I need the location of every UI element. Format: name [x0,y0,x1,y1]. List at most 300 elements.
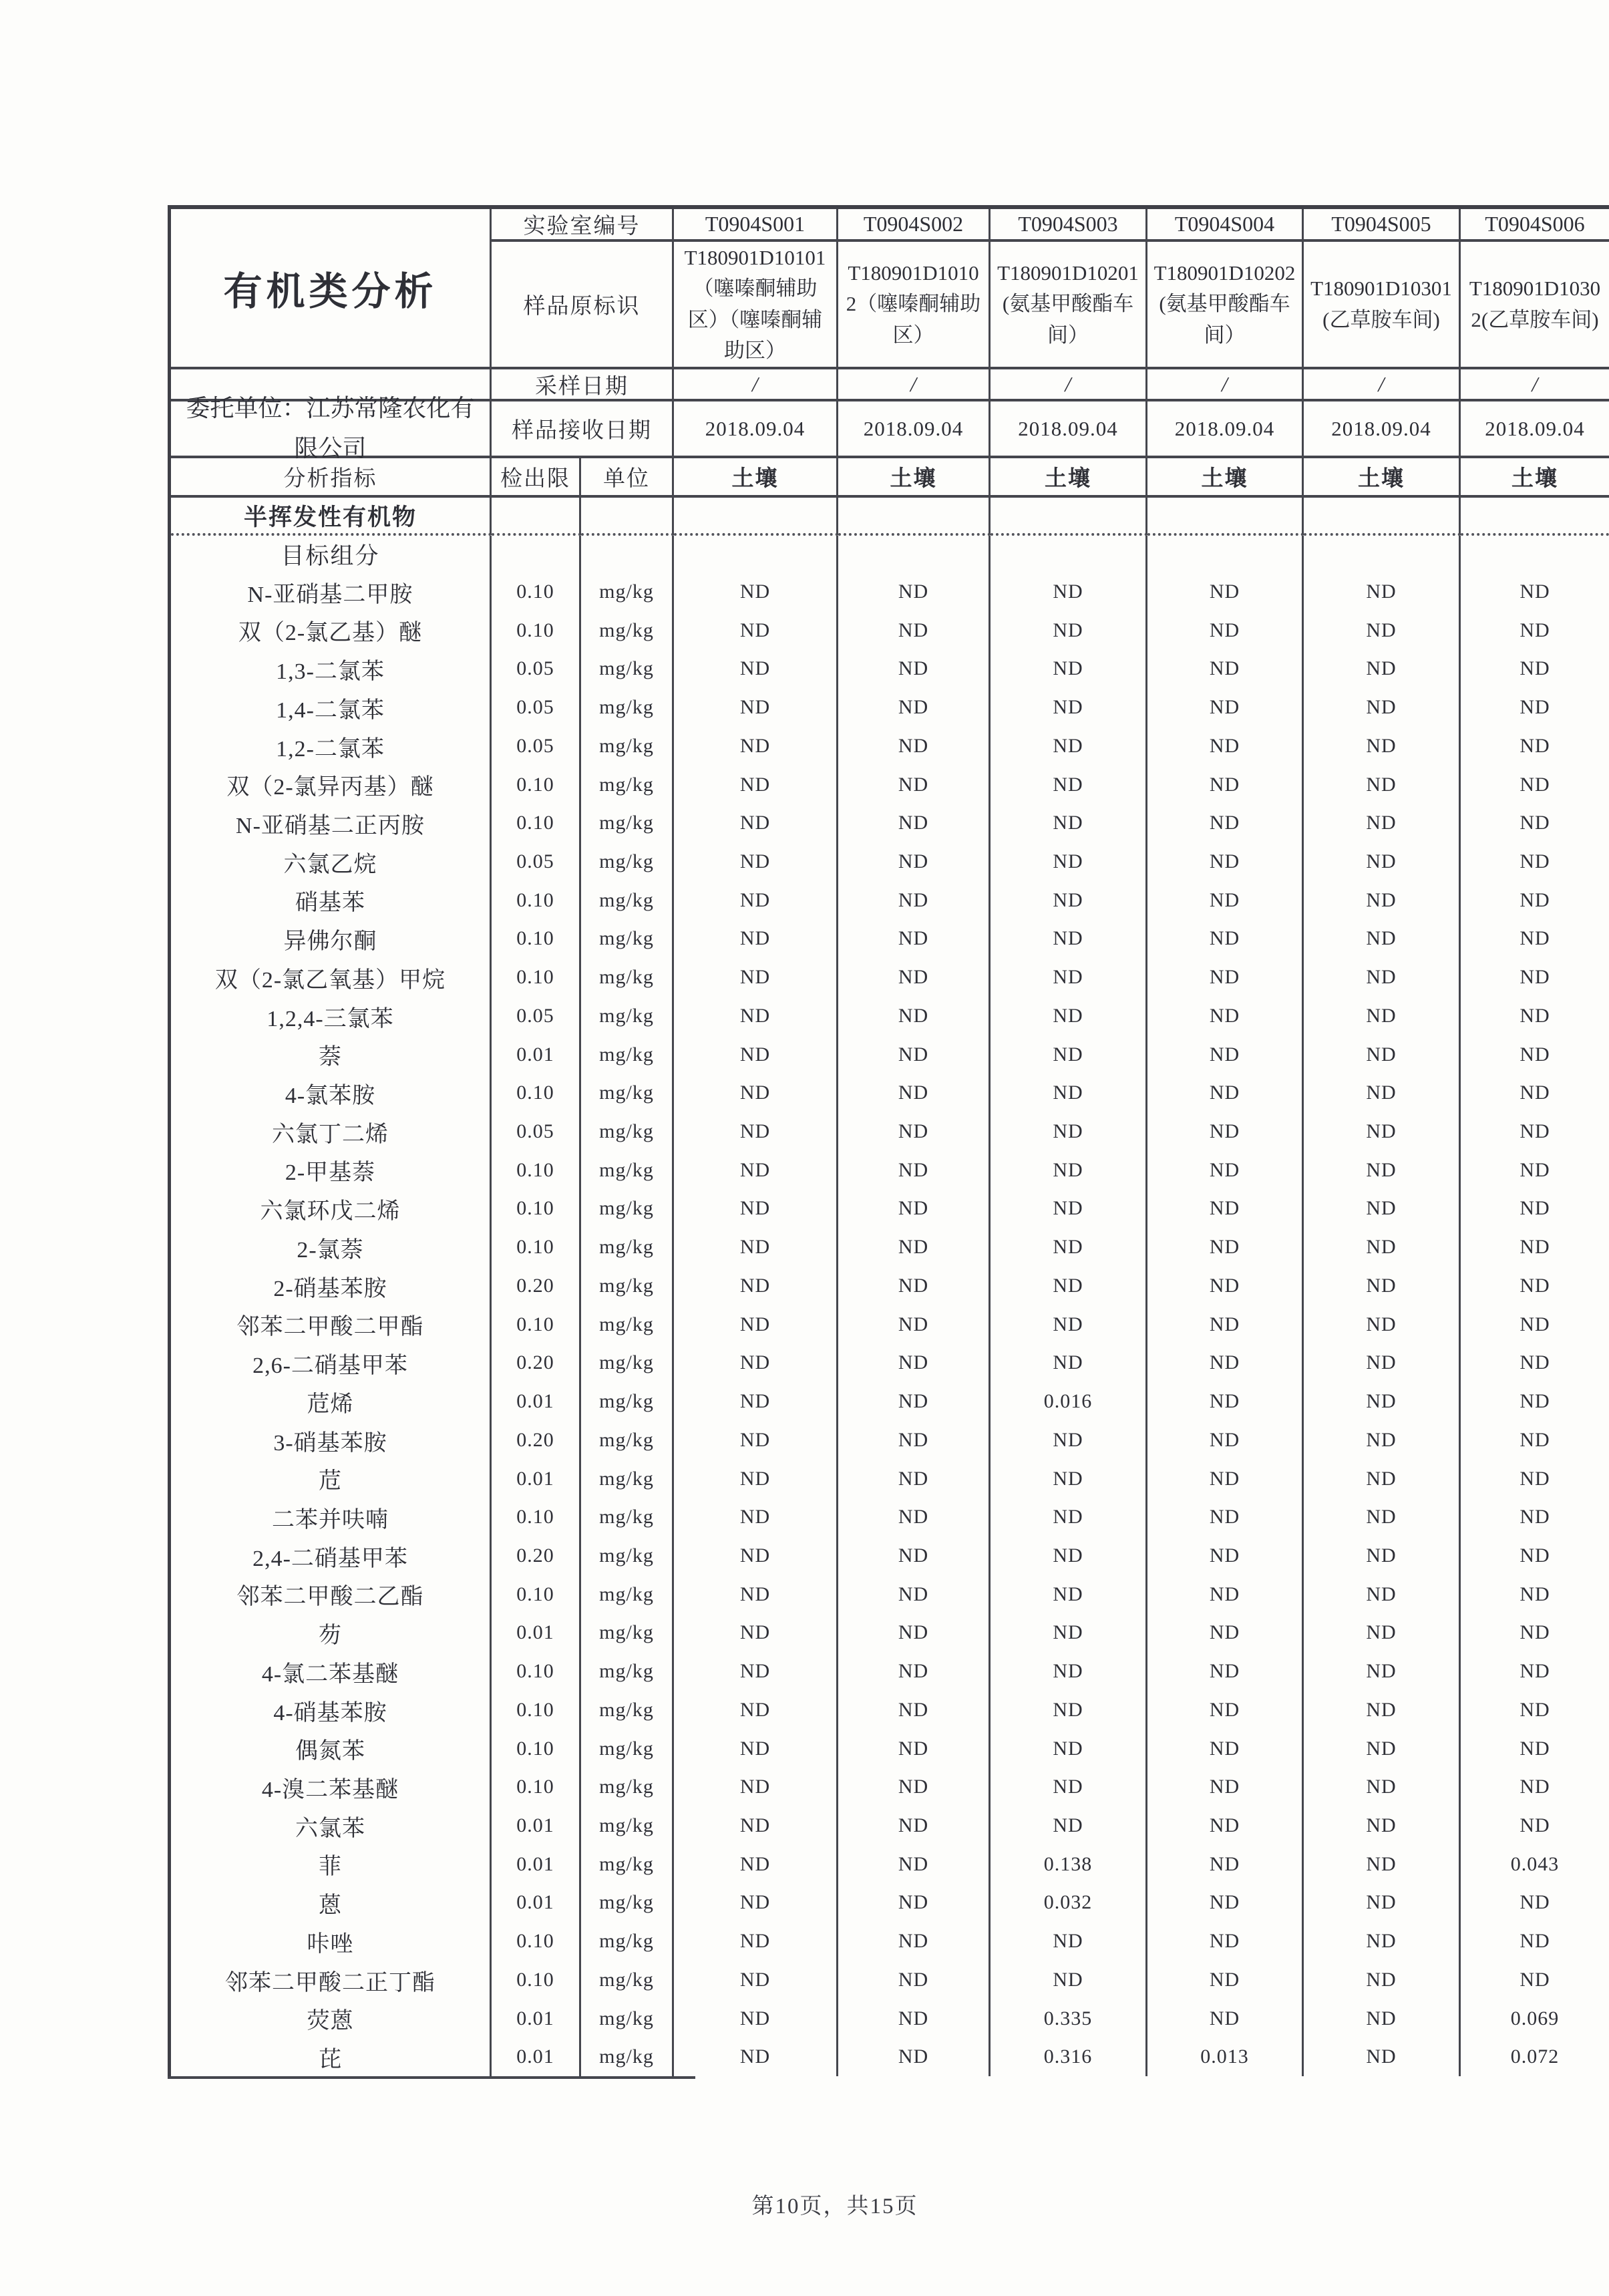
result-value-cell: ND [1519,850,1550,872]
result-value-cell: ND [674,1961,838,1999]
unit-cell: mg/kg [581,997,674,1035]
result-value-cell: ND [838,1382,991,1421]
result-value-cell: ND [1147,1691,1304,1730]
result-value-cell: ND [991,842,1147,881]
result-value-cell: ND [838,1961,991,1999]
unit-cell: mg/kg [581,1074,674,1112]
unit-cell: mg/kg [581,919,674,958]
compound-name-cell: 萘 [171,1035,492,1074]
compound-name-cell: 2-硝基苯胺 [171,1267,492,1305]
sample-id-cell: T180901D10102（噻嗪酮辅助区） [838,242,991,369]
result-value-cell: 0.072 [1510,2045,1560,2068]
result-value-cell: ND [1519,1120,1550,1142]
result-value-cell: ND [674,1575,838,1613]
result-value-cell: ND [1304,1421,1461,1460]
empty-cell [492,536,581,572]
result-value-cell: ND [838,1151,991,1189]
result-value-cell: ND [674,1883,838,1922]
result-value-cell: ND [838,1536,991,1575]
detection-limit-cell: 0.10 [492,1961,581,1999]
result-value-cell: ND [838,881,991,919]
result-value-cell: ND [838,1652,991,1691]
client-info: 委托单位：江苏常隆农化有限公司 [171,401,492,458]
result-value-cell: ND [838,1575,991,1613]
result-value-cell: ND [1304,1074,1461,1112]
detection-limit-cell: 0.10 [492,1074,581,1112]
result-value-cell: ND [1519,1969,1550,1991]
result-value-cell: ND [1147,881,1304,919]
compound-name-cell: 偶氮苯 [171,1730,492,1768]
result-value-cell: ND [1519,1390,1550,1412]
result-value-cell: ND [1147,1845,1304,1883]
sample-id-label: 样品原标识 [492,242,674,369]
result-value-cell: ND [1147,1806,1304,1845]
compound-name-cell: 双（2-氯乙氧基）甲烷 [171,958,492,997]
detection-limit-cell: 0.10 [492,804,581,842]
result-value-cell: ND [674,1498,838,1536]
result-value-cell: ND [674,1922,838,1961]
lab-number-cell: T0904S001 [674,209,838,242]
detection-limit-cell: 0.20 [492,1421,581,1460]
result-value-cell: ND [991,1343,1147,1382]
result-value-cell: ND [1519,581,1550,603]
result-value-cell: ND [838,727,991,766]
compound-name-cell: 2-氯萘 [171,1228,492,1267]
result-value-cell: ND [838,1189,991,1228]
result-value-cell: ND [1519,1660,1550,1682]
unit-cell: mg/kg [581,1228,674,1267]
result-value-cell: ND [838,1074,991,1112]
result-value-cell: ND [1147,1575,1304,1613]
result-value-cell: ND [674,1382,838,1421]
result-value-cell: ND [1519,1699,1550,1721]
lab-number-cell: T0904S006 [1461,209,1609,242]
compound-name-cell: 2,4-二硝基甲苯 [171,1536,492,1575]
compound-name-cell: 双（2-氯乙基）醚 [171,611,492,649]
detection-limit-cell: 0.10 [492,1228,581,1267]
unit-cell: mg/kg [581,1691,674,1730]
unit-label: 单位 [581,458,674,498]
result-value-cell: ND [674,1343,838,1382]
result-value-cell: ND [1519,812,1550,834]
result-value-cell: ND [1304,1768,1461,1806]
result-value-cell: ND [1519,735,1550,757]
result-value-cell: ND [674,1189,838,1228]
sampling-date-cell: / [674,369,838,401]
result-value-cell: ND [838,611,991,649]
detection-limit-cell: 0.05 [492,1112,581,1151]
empty-cell [1304,498,1461,536]
result-value-cell: ND [991,1112,1147,1151]
result-value-cell: 0.032 [991,1883,1147,1922]
empty-cell [838,536,991,572]
result-value-cell: ND [991,958,1147,997]
result-value-cell: ND [1147,1883,1304,1922]
detection-limit-cell: 0.05 [492,727,581,766]
receipt-date-cell: 2018.09.04 [674,401,838,458]
result-value-cell: ND [1519,1313,1550,1335]
unit-cell: mg/kg [581,572,674,611]
compound-name-cell: 蒽 [171,1883,492,1922]
result-value-cell: ND [838,1845,991,1883]
result-value-cell: ND [674,1035,838,1074]
result-value-cell: ND [674,958,838,997]
result-value-cell: ND [838,688,991,727]
result-value-cell: ND [991,727,1147,766]
result-value-cell: ND [838,572,991,611]
result-value-cell: 0.316 [991,2037,1147,2076]
receipt-date-cell: 2018.09.04 [838,401,991,458]
unit-cell: mg/kg [581,1845,674,1883]
result-value-cell: ND [1304,1652,1461,1691]
result-value-cell: ND [838,1768,991,1806]
result-value-cell: ND [674,1267,838,1305]
unit-cell: mg/kg [581,1961,674,1999]
result-value-cell: ND [1519,1930,1550,1952]
result-value-cell: ND [1147,1112,1304,1151]
detection-limit-cell: 0.01 [492,1613,581,1652]
compound-name-cell: 邻苯二甲酸二乙酯 [171,1575,492,1613]
empty-cell [674,498,838,536]
unit-cell: mg/kg [581,1267,674,1305]
detection-limit-cell: 0.10 [492,1151,581,1189]
result-value-cell: ND [1147,1730,1304,1768]
detection-limit-cell: 0.10 [492,1691,581,1730]
receipt-date-label: 样品接收日期 [492,401,674,458]
compound-name-cell: 1,2,4-三氯苯 [171,997,492,1035]
result-value-cell: ND [991,1922,1147,1961]
unit-cell: mg/kg [581,2037,674,2076]
result-value-cell: ND [1519,1621,1550,1643]
result-value-cell: ND [838,1498,991,1536]
result-value-cell: ND [991,1460,1147,1498]
result-value-cell: ND [838,1228,991,1267]
sampling-date-cell: / [1461,369,1609,401]
empty-cell [1147,536,1304,572]
result-value-cell: ND [674,1112,838,1151]
receipt-date-cell: 2018.09.04 [1147,401,1304,458]
unit-cell: mg/kg [581,1613,674,1652]
result-value-cell: ND [991,1652,1147,1691]
result-value-cell: ND [674,1460,838,1498]
detection-limit-cell: 0.01 [492,1460,581,1498]
result-value-cell: ND [1304,1999,1461,2037]
result-value-cell: ND [1304,1112,1461,1151]
unit-cell: mg/kg [581,1498,674,1536]
result-value-cell: ND [674,1151,838,1189]
detection-limit-cell: 0.01 [492,1845,581,1883]
result-value-cell: ND [1147,1768,1304,1806]
detection-limit-cell: 0.10 [492,1730,581,1768]
result-value-cell: ND [1519,966,1550,988]
result-value-cell: ND [1147,842,1304,881]
result-value-cell: ND [674,1845,838,1883]
unit-cell: mg/kg [581,1652,674,1691]
result-value-cell: ND [991,688,1147,727]
result-value-cell: ND [991,1151,1147,1189]
result-value-cell: 0.013 [1147,2037,1304,2076]
empty-cell [581,498,674,536]
result-value-cell: ND [1304,766,1461,804]
compound-name-cell: 1,2-二氯苯 [171,727,492,766]
detection-limit-cell: 0.10 [492,1768,581,1806]
empty-cell [991,536,1147,572]
result-value-cell: ND [674,727,838,766]
result-value-cell: ND [991,1961,1147,1999]
unit-cell: mg/kg [581,1536,674,1575]
unit-cell: mg/kg [581,1151,674,1189]
unit-cell: mg/kg [581,1112,674,1151]
detection-limit-cell: 0.05 [492,842,581,881]
compound-name-cell: 4-溴二苯基醚 [171,1768,492,1806]
compound-name-cell: 荧蒽 [171,1999,492,2037]
result-value-cell: ND [1304,611,1461,649]
result-value-cell: ND [674,611,838,649]
result-value-cell: ND [1519,1544,1550,1567]
result-value-cell: ND [991,1575,1147,1613]
unit-cell: mg/kg [581,881,674,919]
detection-limit-cell: 0.01 [492,1883,581,1922]
sample-type-cell: 土壤 [1461,458,1609,498]
result-value-cell: ND [838,1922,991,1961]
result-value-cell: ND [1304,1691,1461,1730]
result-value-cell: ND [1304,2037,1461,2076]
result-value-cell: ND [991,1691,1147,1730]
result-value-cell: ND [674,649,838,688]
result-value-cell: ND [1519,1814,1550,1836]
empty-cell [1461,498,1609,536]
result-value-cell: ND [1519,1158,1550,1181]
compound-name-cell: N-亚硝基二正丙胺 [171,804,492,842]
result-value-cell: ND [1519,657,1550,679]
empty-cell [492,498,581,536]
detection-limit-cell: 0.01 [492,1806,581,1845]
result-value-cell: ND [674,842,838,881]
target-components-label: 目标组分 [171,536,492,572]
result-value-cell: ND [838,1267,991,1305]
receipt-date-cell: 2018.09.04 [1304,401,1461,458]
compound-name-cell: 2-甲基萘 [171,1151,492,1189]
unit-cell: mg/kg [581,1922,674,1961]
result-value-cell: ND [1147,1035,1304,1074]
compound-name-cell: 六氯乙烷 [171,842,492,881]
compound-name-cell: N-亚硝基二甲胺 [171,572,492,611]
result-value-cell: 0.069 [1510,2007,1560,2029]
sample-type-cell: 土壤 [838,458,991,498]
result-value-cell: ND [1304,804,1461,842]
empty-cell [1304,536,1461,572]
result-value-cell: ND [838,1112,991,1151]
compound-name-cell: 邻苯二甲酸二正丁酯 [171,1961,492,1999]
sample-id-cell: T180901D10202(氨基甲酸酯车间） [1147,242,1304,369]
detection-limit-cell: 0.10 [492,958,581,997]
empty-cell [838,498,991,536]
empty-cell [991,498,1147,536]
result-value-cell: ND [674,572,838,611]
result-value-cell: ND [1304,1613,1461,1652]
compound-name-cell: 双（2-氯异丙基）醚 [171,766,492,804]
compound-name-cell: 六氯环戊二烯 [171,1189,492,1228]
detection-limit-cell: 0.10 [492,1652,581,1691]
result-value-cell: ND [1519,619,1550,641]
result-value-cell: ND [1519,927,1550,949]
detection-limit-cell: 0.05 [492,649,581,688]
result-value-cell: ND [1304,1228,1461,1267]
result-value-cell: ND [838,842,991,881]
result-value-cell: ND [1519,888,1550,911]
unit-cell: mg/kg [581,1421,674,1460]
result-value-cell: ND [1519,1429,1550,1451]
unit-cell: mg/kg [581,766,674,804]
result-value-cell: ND [991,1768,1147,1806]
unit-cell: mg/kg [581,611,674,649]
result-value-cell: ND [1147,1536,1304,1575]
sample-type-cell: 土壤 [991,458,1147,498]
result-value-cell: ND [674,1613,838,1652]
result-value-cell: ND [991,1035,1147,1074]
result-value-cell: ND [1304,1267,1461,1305]
detection-limit-label: 检出限 [492,458,581,498]
compound-name-cell: 芘 [171,2037,492,2076]
result-value-cell: 0.043 [1510,1852,1560,1875]
detection-limit-cell: 0.10 [492,881,581,919]
indicator-label: 分析指标 [171,458,492,498]
result-value-cell: ND [838,2037,991,2076]
result-value-cell: ND [991,1267,1147,1305]
compound-name-cell: 硝基苯 [171,881,492,919]
result-value-cell: ND [674,1305,838,1343]
sample-id-cell: T180901D10201(氨基甲酸酯车间） [991,242,1147,369]
lab-number-cell: T0904S005 [1304,209,1461,242]
detection-limit-cell: 0.10 [492,919,581,958]
result-value-cell: ND [1304,572,1461,611]
detection-limit-cell: 0.10 [492,766,581,804]
result-value-cell: ND [838,766,991,804]
receipt-date-cell: 2018.09.04 [1461,401,1609,458]
detection-limit-cell: 0.20 [492,1536,581,1575]
result-value-cell: ND [1519,1351,1550,1373]
result-value-cell: ND [1519,1197,1550,1219]
unit-cell: mg/kg [581,1460,674,1498]
result-value-cell: ND [1304,1536,1461,1575]
detection-limit-cell: 0.10 [492,1922,581,1961]
unit-cell: mg/kg [581,1806,674,1845]
compound-name-cell: 3-硝基苯胺 [171,1421,492,1460]
detection-limit-cell: 0.01 [492,1035,581,1074]
result-value-cell: 0.138 [991,1845,1147,1883]
empty-cell [1147,498,1304,536]
result-value-cell: ND [1147,1305,1304,1343]
result-value-cell: ND [1304,1343,1461,1382]
result-value-cell: ND [991,1536,1147,1575]
result-value-cell: ND [1519,1506,1550,1528]
detection-limit-cell: 0.01 [492,1382,581,1421]
sampling-date-cell: / [1304,369,1461,401]
result-value-cell: 0.335 [991,1999,1147,2037]
result-value-cell: ND [1304,1922,1461,1961]
result-value-cell: ND [674,1074,838,1112]
result-value-cell: ND [1519,1236,1550,1258]
compound-name-cell: 苊 [171,1460,492,1498]
result-value-cell: ND [1304,1883,1461,1922]
result-value-cell: ND [1147,611,1304,649]
lab-number-cell: T0904S002 [838,209,991,242]
result-value-cell: ND [991,649,1147,688]
result-value-cell: ND [674,804,838,842]
sample-id-cell: T180901D10302(乙草胺车间) [1461,242,1609,369]
result-value-cell: ND [838,1035,991,1074]
result-value-cell: ND [674,2037,838,2076]
unit-cell: mg/kg [581,958,674,997]
unit-cell: mg/kg [581,1883,674,1922]
detection-limit-cell: 0.10 [492,1305,581,1343]
result-value-cell: ND [1147,572,1304,611]
result-value-cell: ND [838,1460,991,1498]
result-value-cell: ND [1147,919,1304,958]
compound-name-cell: 4-氯苯胺 [171,1074,492,1112]
result-value-cell: ND [1519,696,1550,718]
result-value-cell: ND [991,766,1147,804]
result-value-cell: ND [991,919,1147,958]
receipt-date-cell: 2018.09.04 [991,401,1147,458]
result-value-cell: 0.016 [991,1382,1147,1421]
result-value-cell: ND [674,1228,838,1267]
result-value-cell: ND [1147,1343,1304,1382]
compound-name-cell: 异佛尔酮 [171,919,492,958]
result-value-cell: ND [1304,842,1461,881]
result-value-cell: ND [674,1768,838,1806]
result-value-cell: ND [1304,649,1461,688]
result-value-cell: ND [1147,727,1304,766]
compound-name-cell: 邻苯二甲酸二甲酯 [171,1305,492,1343]
result-value-cell: ND [1147,1922,1304,1961]
result-value-cell: ND [1304,958,1461,997]
unit-cell: mg/kg [581,1035,674,1074]
unit-cell: mg/kg [581,1189,674,1228]
compound-name-cell: 菲 [171,1845,492,1883]
result-value-cell: ND [838,1305,991,1343]
result-value-cell: ND [1519,1005,1550,1027]
detection-limit-cell: 0.20 [492,1267,581,1305]
compound-name-cell: 六氯丁二烯 [171,1112,492,1151]
compound-name-cell: 4-氯二苯基醚 [171,1652,492,1691]
empty-cell [581,536,674,572]
result-value-cell: ND [1304,1730,1461,1768]
result-value-cell: ND [1304,1151,1461,1189]
sampling-date-cell: / [1147,369,1304,401]
unit-cell: mg/kg [581,1768,674,1806]
result-value-cell: ND [674,1691,838,1730]
compound-name-cell: 咔唑 [171,1922,492,1961]
detection-limit-cell: 0.01 [492,2037,581,2076]
analysis-results-table [168,205,1609,2079]
analysis-category-title: 有机类分析 [171,209,492,369]
result-value-cell: ND [674,766,838,804]
result-value-cell: ND [838,1730,991,1768]
result-value-cell: ND [838,649,991,688]
result-value-cell: ND [674,919,838,958]
result-value-cell: ND [1304,997,1461,1035]
empty-cell [674,536,838,572]
result-value-cell: ND [838,1421,991,1460]
result-value-cell: ND [838,958,991,997]
result-value-cell: ND [1304,1305,1461,1343]
compound-name-cell: 六氯苯 [171,1806,492,1845]
detection-limit-cell: 0.10 [492,1498,581,1536]
result-value-cell: ND [674,1806,838,1845]
result-value-cell: ND [674,688,838,727]
result-value-cell: ND [1304,881,1461,919]
